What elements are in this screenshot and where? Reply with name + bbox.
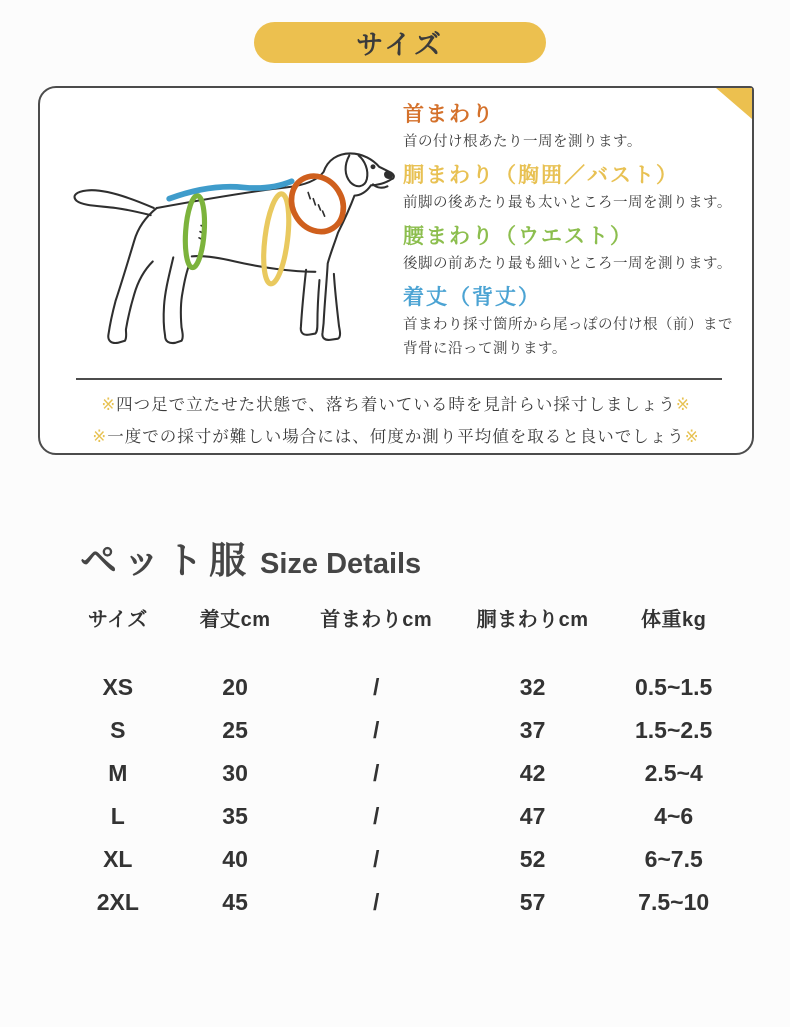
cell-chest: 37 [519,717,546,743]
cell-size: M [108,760,128,786]
measurement-notes [40,389,752,453]
col-header-weight: 体重kg [641,609,707,631]
cell-chest: 52 [519,846,546,872]
guide-section-waist [403,222,741,276]
size-details-heading [80,530,421,584]
cell-size: XL [103,846,133,872]
cell-weight: 2.5~4 [644,760,703,786]
cell-weight: 6~7.5 [644,846,703,872]
note-line-2 [40,421,752,453]
chest-title: 胴まわり（胸囲／バスト） [403,164,679,187]
cell-chest: 42 [519,760,546,786]
waist-title: 腰まわり（ウエスト） [403,225,633,248]
cell-weight: 4~6 [654,803,694,829]
table-row [60,795,740,838]
notes-divider [76,378,722,380]
length-title: 着丈（背丈） [403,286,541,309]
cell-length: 30 [222,760,248,786]
guide-section-chest [403,161,741,215]
guide-section-neck [403,100,741,154]
cell-neck: / [372,803,380,829]
length-desc: 首まわり採寸箇所から尾っぽの付け根（前）まで背骨に沿って測ります。 [403,317,733,357]
size-badge-label: サイズ [356,30,444,60]
cell-chest: 47 [519,803,546,829]
chest-desc: 前脚の後あたり最も太いところ一周を測ります。 [403,195,732,211]
note-text: 一度での採寸が難しい場合には、何度か測り平均値を取ると良いでしょう [107,428,685,446]
col-header-length: 着丈cm [199,609,271,631]
cell-size: S [110,717,126,743]
note-mark-icon: ※ [92,428,108,446]
cell-size: XS [102,674,134,700]
note-line-1 [40,389,752,421]
neck-title: 首まわり [403,103,495,126]
cell-length: 20 [222,674,248,700]
cell-length: 40 [222,846,248,872]
cell-chest: 57 [519,889,546,915]
dog-illustration-icon [58,124,408,364]
cell-neck: / [372,674,380,700]
cell-neck: / [372,760,380,786]
collar-ring-icon [281,166,353,241]
table-row [60,666,740,709]
size-table-body [60,666,740,924]
cell-weight: 1.5~2.5 [634,717,713,743]
table-row [60,709,740,752]
note-text: 四つ足で立たせた状態で、落ち着いている時を見計らい採寸しましょう [116,396,676,414]
measurement-guide-box [38,86,754,455]
cell-length: 35 [222,803,248,829]
guide-section-length [403,283,741,361]
cell-neck: / [372,846,380,872]
dog-eye [371,164,376,169]
cell-length: 45 [222,889,248,915]
cell-size: L [110,803,125,829]
table-row [60,752,740,795]
note-mark-icon: ※ [101,396,117,414]
measurement-guide-text [403,100,741,368]
dog-measurement-diagram [58,124,408,364]
table-row [60,838,740,881]
col-header-size: サイズ [87,609,148,631]
cell-length: 25 [222,717,248,743]
heading-jp: ペット服 [80,540,252,581]
cell-neck: / [372,717,380,743]
table-row [60,881,740,924]
size-table-header-row [60,596,740,639]
cell-neck: / [372,889,380,915]
heading-en: Size Details [260,548,422,580]
size-section-badge [254,22,546,63]
note-mark-icon: ※ [684,428,700,446]
waist-desc: 後脚の前あたり最も細いところ一周を測ります。 [403,256,732,272]
cell-weight: 7.5~10 [638,889,710,915]
neck-desc: 首の付け根あたり一周を測ります。 [403,134,642,150]
cell-size: 2XL [96,889,139,915]
col-header-neck: 首まわりcm [320,609,433,631]
cell-weight: 0.5~1.5 [634,674,713,700]
note-mark-icon: ※ [675,396,691,414]
size-table [60,596,740,924]
col-header-chest: 胴まわりcm [476,609,589,631]
cell-chest: 32 [519,674,546,700]
